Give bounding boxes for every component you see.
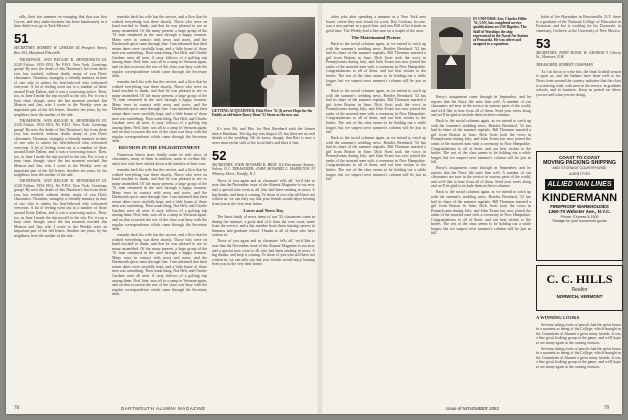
- class-notes: Those of you again and as classmate 'tells all,' we'd like to note that the November issue of the Alumni Magazine is out now, and a special note went to all who had been sending in news. A big thanks, and keep it coming. To those of you who still have not written in, we can only say that your friends would enjoy hearing from you in the very near future.: [212, 178, 315, 206]
- class-notes: Those of you again and as classmate 'tells all,' we'd like to note that the November issue of the Alumni Magazine is out now, and a special note went to all who had been sending in news. A big thanks, and keep it coming. To those of you who still have not written in, we can only say that your friends would enjoy hearing from you in the very near future.: [212, 239, 315, 267]
- class-secretary: SECRETARY, JOHN HOWARD K. BRAY 115 Fairmount Avenue, Salem, N.J. TREASURER, JOHN HOWARD L. HAMILTON 23 Whitney Drive, Tenafly, N.J.: [212, 162, 315, 176]
- section-subhead: The Matrimonial Picture: [351, 34, 401, 40]
- hills-ad: [536, 265, 623, 311]
- ad-subtitle: FIREPROOF WAREHOUSES: [550, 203, 609, 209]
- class-number: 51: [14, 31, 29, 47]
- ad-title: Realtor: [571, 287, 588, 293]
- body-text: remarks back his wife has the service, and a flow that he wished everything was there shortly. Those who were on hand reached to thank, and that he was pleased to see so many assembled. Of the many present, a large group of the '51 men remained in the area through a happy reunion. Many were in contact with news and notes, and the Dartmouth spirit came through fine. I am informed that their return dates were carefully kept, and a little home of those men was something. Then some thing, Nat Helt, and Charlie Gardner were all seen. A story follows of a golfing trip among them. Ned, later, was off to a camp in Vermont again, and on that occasion the rest of the class was busy with the regular correspondence which came through the Secretary desk.: [112, 167, 207, 232]
- ad-line: MOVING·PACKING·SHIPPING: [543, 160, 616, 167]
- left-col-1: [14, 15, 107, 403]
- right-col-3: [536, 15, 621, 125]
- class-header-51: [14, 30, 107, 46]
- body-text: remarks back his wife has the service, and a flow that he wished everything was there shortly. Those who were on hand reached to thank, and that he was pleased to see so many assembled. Of the many present, a large group of the '51 men remained in the area through a happy reunion. Many were in contact with news and notes, and the Dartmouth spirit came through fine. I am informed that their return dates were carefully kept, and a little home of those men was something. Then some thing, Nat Helt, and Charlie Gardner were all seen. A story follows of a golfing trip among them. Ned, later, was off to a camp in Vermont again, and on that occasion the rest of the class was busy with the regular correspondence which came through the Secretary desk.: [112, 80, 207, 144]
- class-notes: The latest batch of news items of our '52 classmates came in during the summer, a good deal of it from the west coast, some from the service, and a fair number from those starting careers in business and graduate school. Thanks to all of those who have written in.: [212, 215, 315, 238]
- class-header-53: [536, 35, 621, 51]
- body-text: Numerous letters have finally come in with news of classmates, many of them in uniform, some in civilian life, and a few who have settled down with families of their own.: [112, 152, 207, 166]
- class-notes: As I sit down to write this, the final football season is upon us, and the Indians have done well so far. News from around the country indicates that the class is scattering wide, with men in the service, in graduate schools, and in business. Keep us posted on where you are and what you are doing.: [536, 69, 621, 97]
- class-notes: THOMPSON, ANN REGGIE R. HENDERSON III. 2120 Fulton, 1952-1953, Ne F.P.O. New York. Greetings group! By now the death of Jim Thornton's fire from these you, has reached, without doubt, many of you Don's classmates. Thornton, strangely, a friendly memory in time of one who is ushers his best-beloved who welcomed everyone. A lot of feeling went out to a number of those around Ernie Dalton, and it was a sorrowing notice. Then, too, in June I made the trip myself to the city. For it was a busy time, though, since the last moment reached Jim Monroe and Jim, who I wrote to the Weekly were an important part of the fall letters. Another ten years, by his neighbors, here the mother of the ride.: [14, 118, 107, 178]
- photo-caption: GETTING ACQUAINTED: Dick Price '51 (l) serves Hope for his Daddy as old-timer Barry Dean '51 Stone as the new son.: [212, 109, 313, 118]
- body-text: bride of Joe Haymaker in Brownsville, N.Y. Anne is a graduate of the National College of Education in Evanston, and Joe is working for his Doctorate, in chemistry, I believe, at the University of New Mexico.: [536, 15, 621, 33]
- ad-company-name: KINDERMANN: [541, 191, 618, 204]
- class-header-52: [212, 147, 315, 163]
- ad-note: Storage for your household goods: [552, 219, 607, 224]
- right-folio: 79: [604, 406, 609, 411]
- right-col-3-bottom: [536, 315, 621, 403]
- left-col-2: [112, 15, 207, 403]
- right-col-1: [326, 15, 426, 403]
- body-text: Back to the social columns again, as we intend to catch up with the summer's wedding news. Besides Bernhard, '52 has had its share of the summer nuptials. Bill Thomson married a girl from Boston in June; Dick Scott took the vows in Pennsylvania during July; and John Evans has now joined the ranks of the married men with a ceremony in New Hampshire. Congratulations to all of them, and our best wishes to the brides. The rest of the class seems to be holding out a while longer, but we suspect next summer's column will be just as full.: [326, 42, 426, 88]
- class-notes: THOMPSON, ANN REGGIE R. HENDERSON III. 2120 Fulton, 1952-1953, Ne F.P.O. New York. Greetings group! By now the death of Jim Thornton's fire from these you, has reached, without doubt, many of you Don's classmates. Thornton, strangely, a friendly memory in time of one who is ushers his best-beloved who welcomed everyone. A lot of feeling went out to a number of those around Ernie Dalton, and it was a sorrowing notice. Then, too, in June I made the trip myself to the city. For it was a busy time, though, since the last moment reached Jim Monroe and Jim, who I wrote to the Weekly were an important part of the fall letters. Another ten years, by his neighbors, here the mother of the ride.: [14, 179, 107, 238]
- allied-brand: ALLIED VAN LINES: [547, 180, 612, 188]
- class-treasurer: TREASURER, ROBERT CHAPMAN: [536, 62, 593, 67]
- page-gutter: [318, 3, 322, 414]
- magazine-spread: [6, 3, 622, 414]
- body-text: It's now Mr. and Mrs. Ise Bert Bernhard with the former Janice Hardman. The big day was August 29, but there are no real details of the wedding. We do know, though, that Bert is now a news man on the staff of the local daily and likes it fine.: [212, 127, 315, 145]
- class-notes: THOMPSON, ANN REGGIE R. HENDERSON III. 2120 Fulton, 1952-1953, Ne F.P.O. New York. Greetings group! By now the death of Jim Thornton's fire from these you, has reached, without doubt, many of you Don's classmates. Thornton, strangely, a friendly memory in time of one who is ushers his best-beloved who welcomed everyone. A lot of feeling went out to a number of those around Ernie Dalton, and it was a sorrowing notice. Then, too, in June I made the trip myself to the city. For it was a busy time, though, since the last moment reached Jim Monroe and Jim, who I wrote to the Weekly were an important part of the fall letters. Another ten years, by his neighbors, here the mother of the ride.: [14, 57, 107, 117]
- body-text: other jobs after spending a summer in a New York area house, where they now found for a rest. Ray Cochran, for one, was a new partner in a good firm, and saw Bill of his friends in good time. The Weekly had a fine note on a couple of the men.: [326, 15, 426, 33]
- body-text: Back to the social columns again, as we intend to catch up with the summer's wedding news. Besides Bernhard, '52 has had its share of the summer nuptials. Bill Thomson married a girl from Boston in June; Dick Scott took the vows in Pennsylvania during July; and John Evans has now joined the ranks of the married men with a ceremony in New Hampshire. Congratulations to all of them, and our best wishes to the brides. The rest of the class seems to be holding out a while longer, but we suspect next summer's column will be just as full.: [431, 119, 531, 165]
- class-secretary: SECRETARY, ROBERT W. LEHLER 44 Prospect Street, Box 163, Maryland Pikesville: [14, 46, 107, 55]
- body-text: Back to the social columns again, as we intend to catch up with the summer's wedding news. Besides Bernhard, '52 has had its share of the summer nuptials. Bill Thomson married a girl from Boston in June; Dick Scott took the vows in Pennsylvania during July; and John Evans has now joined the ranks of the married men with a ceremony in New Hampshire. Congratulations to all of them, and our best wishes to the brides. The rest of the class seems to be holding out a while longer, but we suspect next summer's column will be just as full.: [326, 136, 426, 182]
- ad-tagline: COAST TO COAST: [558, 155, 600, 160]
- ad-line: AND STORAGE COUNTRYWIDE: [552, 166, 607, 171]
- photo-in-uniform: [431, 17, 471, 89]
- ad-company-name: C. C. HILLS: [546, 272, 613, 286]
- allied-logo: [545, 179, 614, 190]
- class-secretary: SECRETARY, JOHN HOWE W. GEORGE 9 Cherry St., Hanover, N.H.: [536, 50, 621, 60]
- body-text: remarks back his wife has the service, and a flow that he wished everything was there shortly. Those who were on hand reached to thank, and that he was pleased to see so many assembled. Of the many present, a large group of the '51 men remained in the area through a happy reunion. Many were in contact with news and notes, and the Dartmouth spirit came through fine. I am informed that their return dates were carefully kept, and a little home of those men was something. Then some thing, Nat Helt, and Charlie Gardner were all seen. A story follows of a golfing trip among them. Ned, later, was off to a camp in Vermont again, and on that occasion the rest of the class was busy with the regular correspondence which came through the Secretary desk.: [112, 15, 207, 79]
- ad-agent: AGENT FOR: [569, 172, 590, 177]
- right-footer: Issue of NOVEMBER 1953: [446, 406, 499, 411]
- body-text: Seventy sitting ovals of pencils had the great honor in a moment as being of the College, which brought in the Committee of Alumni a great many friends. It was a fine good looking group at the game, and we'll hope to see many again at the coming reunion.: [536, 346, 621, 369]
- body-text: remarks back his wife has the service, and a flow that he wished everything was there shortly. Those who were on hand reached to thank, and that he was pleased to see so many assembled. Of the many present, a large group of the '51 men remained in the area through a happy reunion. Many were in contact with news and notes, and the Dartmouth spirit came through fine. I am informed that their return dates were carefully kept, and a little home of those men was something. Then some thing, Nat Helt, and Charlie Gardner were all seen. A story follows of a golfing trip among them. Ned, later, was off to a camp in Vermont again, and on that occasion the rest of the class was busy with the regular correspondence which came through the Secretary desk.: [112, 233, 207, 297]
- class-number: 53: [536, 35, 551, 51]
- ad-phone: Phone: CYpress 9-1500: [560, 214, 599, 219]
- ad-city: NORWICH, VERMONT: [556, 294, 603, 299]
- body-text: Seventy sitting ovals of pencils had the great honor in a moment as being of the College, which brought in the Committee of Alumni a great many friends. It was a fine good looking group at the game, and we'll hope to see many again at the coming reunion.: [536, 322, 621, 345]
- section-subhead: REUNION IN THE ENLIGHTENMENT: [118, 145, 201, 151]
- body-text: Berry's assignment came through in September, and he reports that the Navy life suits him well. A number of our classmates are now in the service in various parts of the world, and we'd like to hear from all of them. Send your notes along and we'll be glad to include them in these columns.: [431, 95, 531, 118]
- photo-caption: IN UNIFORM: Ens. Charles Hiller '52, USN, has completed service qualifications on USS Bigelow. The Skiff of Warships the ship represented in the Naval Air Station at Pensacola. He was afterward assigned to a squadron.: [473, 17, 529, 47]
- kindermann-ad: [536, 151, 623, 261]
- left-folio: 78: [14, 406, 19, 411]
- body-text: Berry's assignment came through in September, and he reports that the Navy life suits him well. A number of our classmates are now in the service in various parts of the world, and we'd like to hear from all of them. Send your notes along and we'll be glad to include them in these columns.: [431, 166, 531, 189]
- body-text: Back to the social columns again, as we intend to catch up with the summer's wedding news. Besides Bernhard, '52 has had its share of the summer nuptials. Bill Thomson married a girl from Boston in June; Dick Scott took the vows in Pennsylvania during July; and John Evans has now joined the ranks of the married men with a ceremony in New Hampshire. Congratulations to all of them, and our best wishes to the brides. The rest of the class seems to be holding out a while longer, but we suspect next summer's column will be just as full.: [326, 89, 426, 135]
- photo-image: [212, 17, 315, 107]
- left-col-3: [212, 127, 315, 403]
- section-subhead: A WINNING LOOKS: [536, 315, 580, 320]
- section-subhead: Loves and News Itsy: [243, 207, 284, 213]
- right-col-2: [431, 95, 531, 403]
- body-text: rally, their site summer on swinging that that was first Carver, and they make business has been handsomely in a time didn't ever go to York Mexico!: [14, 15, 107, 29]
- photo-getting-acquainted: [212, 17, 315, 107]
- ad-address: 1360-70 Webster Ave., N.Y.C.: [548, 208, 611, 214]
- photo-image: [431, 17, 471, 89]
- left-footer: DARTMOUTH ALUMNI MAGAZINE: [121, 406, 206, 411]
- class-number: 52: [212, 147, 227, 163]
- body-text: Back to the social columns again, as we intend to catch up with the summer's wedding news. Besides Bernhard, '52 has had its share of the summer nuptials. Bill Thomson married a girl from Boston in June; Dick Scott took the vows in Pennsylvania during July; and John Evans has now joined the ranks of the married men with a ceremony in New Hampshire. Congratulations to all of them, and our best wishes to the brides. The rest of the class seems to be holding out a while longer, but we suspect next summer's column will be just as full.: [431, 190, 531, 236]
